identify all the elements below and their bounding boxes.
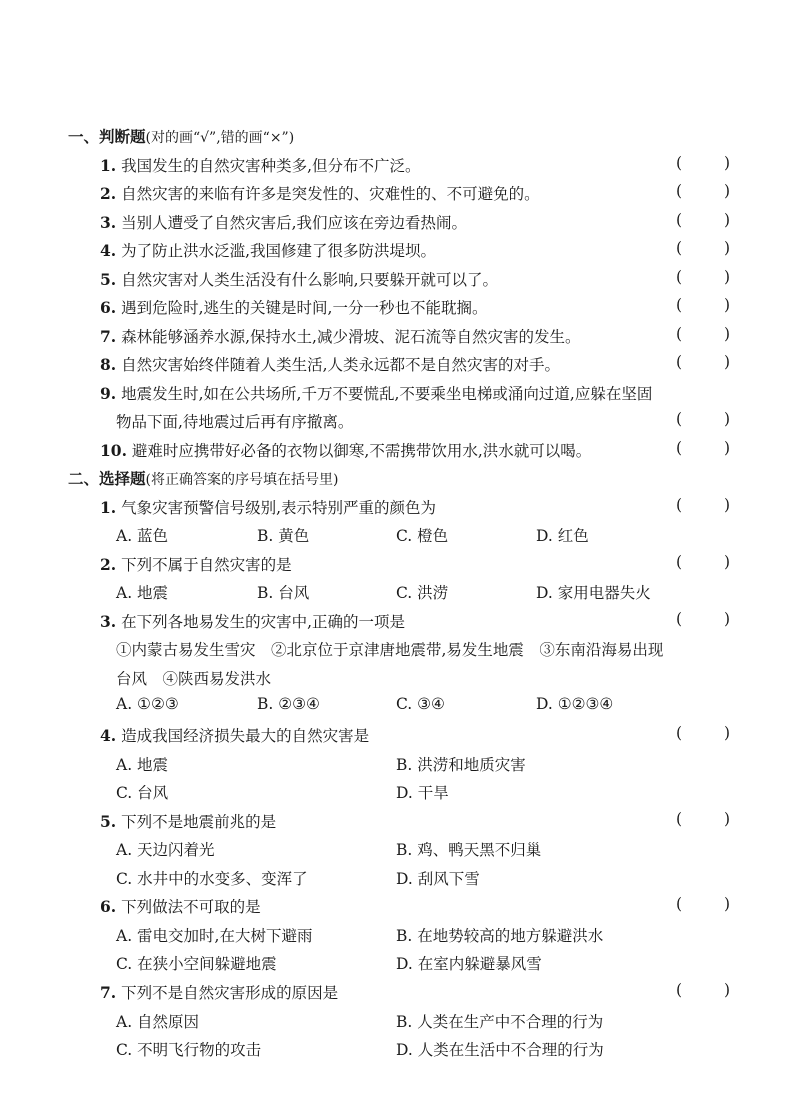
option-c[interactable]: C. 橙色 [396, 527, 449, 545]
item-number: 8. [100, 355, 117, 374]
choice-question-7 [100, 981, 338, 1003]
option-c[interactable]: C. ③④ [396, 695, 445, 713]
question-number: 6. [100, 897, 117, 916]
question-text: 下列不是自然灾害形成的原因是 [121, 984, 339, 1002]
item-number: 1. [100, 156, 117, 175]
option-c[interactable]: C. 水井中的水变多、变浑了 [116, 870, 308, 888]
item-text: 地震发生时,如在公共场所,千万不要慌乱,不要乘坐电梯或涌向过道,应躲在坚固 [121, 385, 653, 403]
option-a[interactable]: A. 蓝色 [116, 527, 169, 545]
item-number: 5. [100, 270, 117, 289]
worksheet-page: 一、判断题(对的画“√”,错的画“×”) 1. 我国发生的自然灾害种类多,但分布不广泛。 ( ) 2. 自然灾害的来临有许多是突发性的、灾难性的、不可避免的。 ( ) 3. 当别人遭受了自然灾害后,我们应该在旁边看热闹。 ( ) 4. 为了防止洪水泛滥,我国修建了很多防洪堤坝。 ( ) 5. 自然灾害对人类生活没有什么影响,只要躲开就可以了。 ( ) 6. 遇到危险时,逃生的关键是时间,一分一秒也不能耽搁。 ( ) 7. 森林能够涵养水源,保持水土,减少滑坡、泥石流等自然灾害的发生。 ( ) 8. 自然灾害始终伴随着人类生活,人类永远都不是自然灾害的对手。 ( ) 9. 地震发生时,如在公共场所,千万不要慌乱,不要乘坐电梯或涌向过道,应躲在坚固 物品下面,待地震过后再有序撤离。 ( ) 10. 避难时应携带好必备的衣物以御寒,不需携带饮用水,洪水就可以喝。 ( ) 二、选择题(将正确答案的序号填在括号里) 1. 气象灾害预警信号级别,表示特别严重的颜色为 ( ) A. 蓝色 B. 黄色 C. 橙色 D. 红色 2. 下列不属于自然灾害的是 ( ) A. 地震 B. 台风 C. 洪涝 D. 家用电器失火 3. 在下列各地易发生的灾害中,正确的一项是 ( ) ①内蒙古易发生雪灾 ②北京位于京津唐地震带,易发生地震 ③东南沿海易出现 台风 ④陕西易发洪水 A. ①②③ B. ②③④ C. ③④ D. ①②③④ 4. 造成我国经济损失最大的自然灾害是 ( ) A. 地震 B. 洪涝和地质灾害 C. 台风 D. 干旱 5. 下列不是地震前兆的是 ( ) A. 天边闪着光 B. 鸡、鸭天黑不归巢 C. 水井中的水变多、变浑了 D. 刮风下雪 6. 下列做法不可取的是 ( ) A. 雷电交加时,在大树下避雨 B. 在地势较高的地方躲避洪水 C. 在狭小空间躲避地震 D. 在室内躲避暴风雪 7. 下列不是自然灾害形成的原因是 ( ) A. 自然原因 B. 人类在生产中不合理的行为 C. 不明飞行物的攻击 D. 人类在生活中不合理的行为 [68, 127, 730, 1059]
question-number: 3. [100, 612, 117, 631]
question-3-statements: ①内蒙古易发生雪灾 ②北京位于京津唐地震带,易发生地震 ③东南沿海易出现 [116, 641, 664, 659]
question-text: 在下列各地易发生的灾害中,正确的一项是 [121, 613, 406, 631]
option-d[interactable]: D. 红色 [536, 527, 589, 545]
question-number: 2. [100, 555, 117, 574]
option-a[interactable]: A. 地震 [116, 756, 169, 774]
judge-item-8 [100, 353, 560, 375]
option-d[interactable]: D. 人类在生活中不合理的行为 [396, 1041, 604, 1059]
question-number: 4. [100, 726, 117, 745]
section2-title: 二、选择题 [68, 469, 146, 488]
section2-heading [68, 467, 338, 489]
option-a[interactable]: A. ①②③ [116, 695, 179, 713]
choice-question-5 [100, 810, 276, 832]
option-d[interactable]: D. 家用电器失火 [536, 584, 651, 602]
option-a[interactable]: A. 自然原因 [116, 1013, 200, 1031]
question-text: 气象灾害预警信号级别,表示特别严重的颜色为 [121, 499, 437, 517]
item-number: 4. [100, 241, 117, 260]
section1-heading [68, 125, 294, 147]
option-c[interactable]: C. 台风 [116, 784, 169, 802]
option-b[interactable]: B. 鸡、鸭天黑不归巢 [396, 841, 542, 859]
option-b[interactable]: B. 在地势较高的地方躲避洪水 [396, 927, 604, 945]
item-number: 3. [100, 213, 117, 232]
question-text: 下列不是地震前兆的是 [121, 813, 277, 831]
choice-question-6 [100, 895, 261, 917]
option-c[interactable]: C. 洪涝 [396, 584, 449, 602]
judge-item-1 [100, 154, 421, 176]
question-3-statements-continued: 台风 ④陕西易发洪水 [116, 670, 272, 688]
question-number: 7. [100, 983, 117, 1002]
judge-item-9 [100, 382, 652, 404]
item-text: 自然灾害的来临有许多是突发性的、灾难性的、不可避免的。 [121, 185, 540, 203]
option-d[interactable]: D. 刮风下雪 [396, 870, 480, 888]
choice-question-2 [100, 553, 292, 575]
item-number: 10. [100, 441, 127, 460]
judge-item-4 [100, 239, 436, 261]
item-text: 避难时应携带好必备的衣物以御寒,不需携带饮用水,洪水就可以喝。 [131, 442, 592, 460]
question-text: 下列做法不可取的是 [121, 898, 261, 916]
question-text: 造成我国经济损失最大的自然灾害是 [121, 727, 370, 745]
item-number: 2. [100, 184, 117, 203]
item-text: 遇到危险时,逃生的关键是时间,一分一秒也不能耽搁。 [121, 299, 488, 317]
question-number: 5. [100, 812, 117, 831]
question-number: 1. [100, 498, 117, 517]
section1-hint: (对的画“√”,错的画“×”) [145, 130, 295, 146]
question-text: 下列不属于自然灾害的是 [121, 556, 292, 574]
judge-item-10 [100, 439, 591, 461]
choice-question-4 [100, 724, 369, 746]
item-number: 9. [100, 384, 117, 403]
item-number: 6. [100, 298, 117, 317]
item-text: 森林能够涵养水源,保持水土,减少滑坡、泥石流等自然灾害的发生。 [121, 328, 581, 346]
judge-item-7 [100, 325, 580, 347]
option-a[interactable]: A. 雷电交加时,在大树下避雨 [116, 927, 313, 945]
judge-item-6 [100, 296, 487, 318]
item-number: 7. [100, 327, 117, 346]
item-text: 当别人遭受了自然灾害后,我们应该在旁边看热闹。 [121, 214, 468, 232]
option-b[interactable]: B. 黄色 [257, 527, 310, 545]
option-d[interactable]: D. 在室内躲避暴风雪 [396, 955, 542, 973]
option-b[interactable]: B. ②③④ [257, 695, 320, 713]
option-a[interactable]: A. 地震 [116, 584, 169, 602]
item-text: 自然灾害始终伴随着人类生活,人类永远都不是自然灾害的对手。 [121, 356, 561, 374]
choice-question-3 [100, 610, 405, 632]
choice-question-1 [100, 496, 436, 518]
section1-title: 一、判断题 [68, 127, 146, 146]
option-d[interactable]: D. 干旱 [396, 784, 449, 802]
item-text: 我国发生的自然灾害种类多,但分布不广泛。 [121, 157, 421, 175]
option-b[interactable]: B. 台风 [257, 584, 310, 602]
option-b[interactable]: B. 洪涝和地质灾害 [396, 756, 526, 774]
option-b[interactable]: B. 人类在生产中不合理的行为 [396, 1013, 604, 1031]
option-a[interactable]: A. 天边闪着光 [116, 841, 215, 859]
judge-item-3 [100, 211, 467, 233]
item-text: 为了防止洪水泛滥,我国修建了很多防洪堤坝。 [121, 242, 437, 260]
option-d[interactable]: D. ①②③④ [536, 695, 614, 713]
option-c[interactable]: C. 不明飞行物的攻击 [116, 1041, 262, 1059]
option-c[interactable]: C. 在狭小空间躲避地震 [116, 955, 277, 973]
item-text: 自然灾害对人类生活没有什么影响,只要躲开就可以了。 [121, 271, 499, 289]
judge-item-2 [100, 182, 540, 204]
section2-hint: (将正确答案的序号填在括号里) [145, 472, 339, 488]
judge-item-5 [100, 268, 498, 290]
judge-item-9-continued: 物品下面,待地震过后再有序撤离。 [116, 413, 354, 431]
